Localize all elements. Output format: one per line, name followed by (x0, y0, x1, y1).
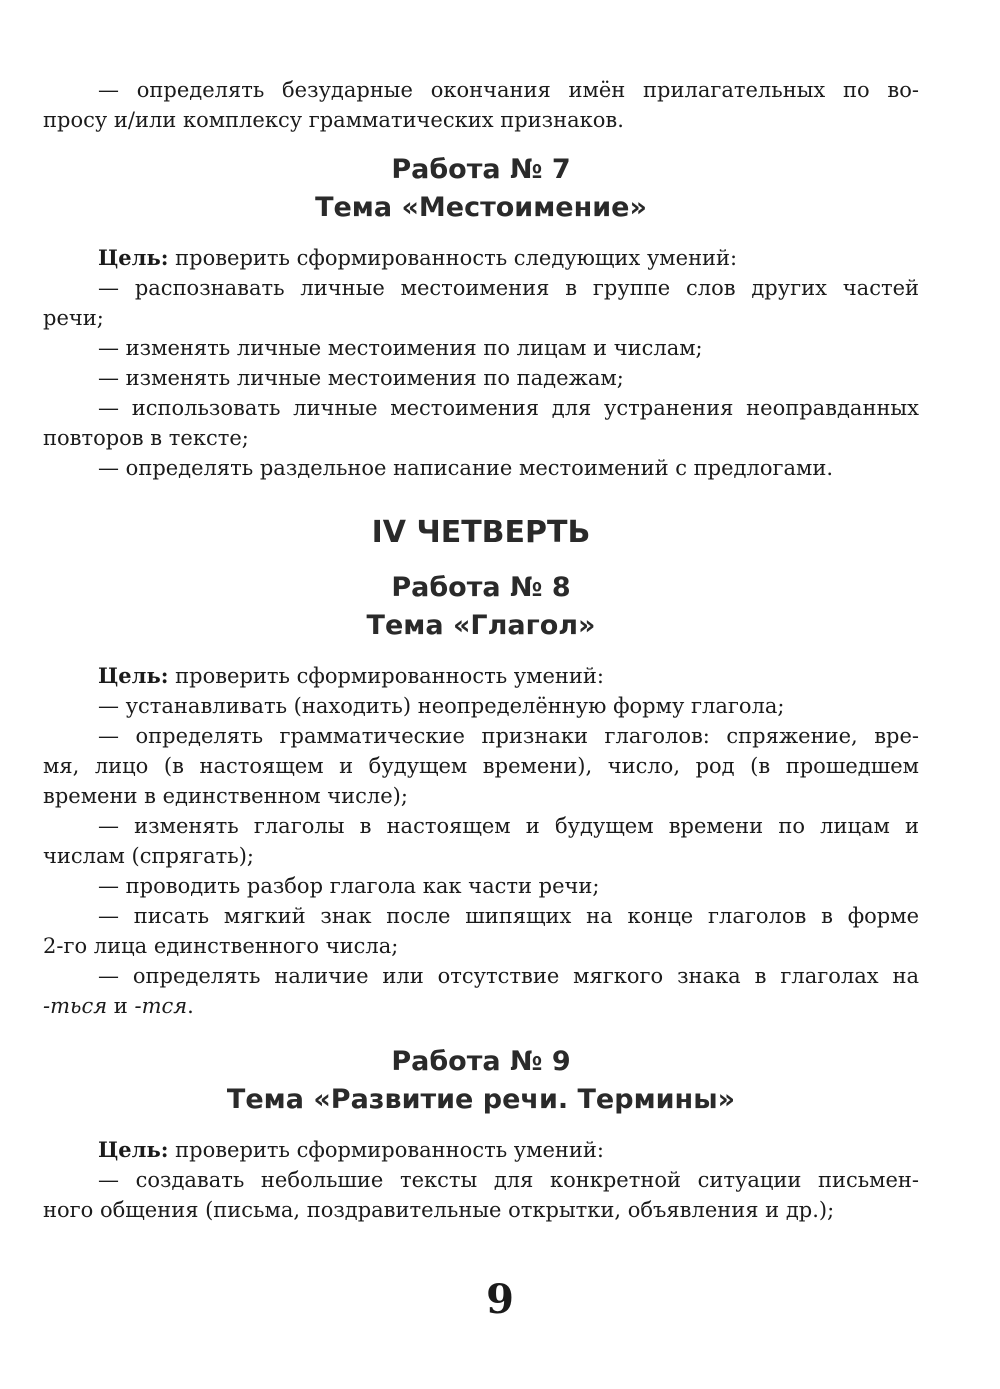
text-line-suffixes (43, 991, 919, 1021)
goal-text: проверить сформированность умений: (168, 664, 604, 688)
section-9-goal (43, 1135, 919, 1165)
text-line: — создавать небольшие тексты для конкретной ситуации письмен- (98, 1168, 919, 1192)
section-8-goal (43, 661, 919, 691)
text-line: — изменять глаголы в настоящем и будущем времени по лицам и (98, 814, 919, 838)
suffix-ttsya: -ться (43, 994, 108, 1018)
section-9-title: Работа № 9 (391, 1046, 571, 1077)
suffix-tsya: -тся (134, 994, 188, 1018)
conjunction: и (107, 994, 135, 1018)
period: . (187, 994, 194, 1018)
section-8-title: Работа № 8 (391, 572, 571, 603)
text-line: — использовать личные местоимения для устранения неоправданных (98, 396, 919, 420)
section-7-title: Работа № 7 (391, 154, 571, 185)
goal-text: проверить сформированность следующих умений: (168, 246, 738, 270)
text-line: — распознавать личные местоимения в группе слов других частей (98, 276, 919, 300)
section-7-goal (43, 243, 919, 273)
text-line: времени в единственном числе); (43, 784, 408, 808)
section-9-topic: Тема «Развитие речи. Термины» (226, 1084, 736, 1115)
text-line: — проводить разбор глагола как части речи; (98, 874, 600, 898)
text-line: — определять грамматические признаки глаголов: спряжение, вре- (98, 724, 919, 748)
section-8-topic: Тема «Глагол» (366, 610, 596, 641)
text-line: — определять безударные окончания имён прилагательных по во- (98, 78, 919, 102)
text-line: 2-го лица единственного числа; (43, 934, 399, 958)
text-line: числам (спрягать); (43, 844, 254, 868)
page-number: 9 (486, 1276, 514, 1323)
text-line: ного общения (письма, поздравительные открытки, объявления и др.); (43, 1198, 835, 1222)
section-7-topic: Тема «Местоимение» (315, 192, 647, 223)
text-line: — изменять личные местоимения по падежам; (98, 366, 624, 390)
text-line: просу и/или комплексу грамматических признаков. (43, 108, 624, 132)
text-line: — устанавливать (находить) неопределённую форму глагола; (98, 694, 785, 718)
goal-label: Цель: (98, 1137, 169, 1162)
text-line: — определять наличие или отсутствие мягкого знака в глаголах на (98, 964, 919, 988)
text-line: — писать мягкий знак после шипящих на конце глаголов в форме (98, 904, 919, 928)
goal-label: Цель: (98, 245, 169, 270)
text-line: повторов в тексте; (43, 426, 249, 450)
text-line: мя, лицо (в настоящем и будущем времени), число, род (в прошедшем (43, 754, 919, 778)
text-line: — определять раздельное написание местоимений с предлогами. (98, 456, 833, 480)
goal-text: проверить сформированность умений: (168, 1138, 604, 1162)
text-line: — изменять личные местоимения по лицам и числам; (98, 336, 703, 360)
goal-label: Цель: (98, 663, 169, 688)
page-content (43, 75, 919, 1225)
text-line: речи; (43, 306, 104, 330)
quarter-heading: IV ЧЕТВЕРТЬ (371, 515, 591, 550)
